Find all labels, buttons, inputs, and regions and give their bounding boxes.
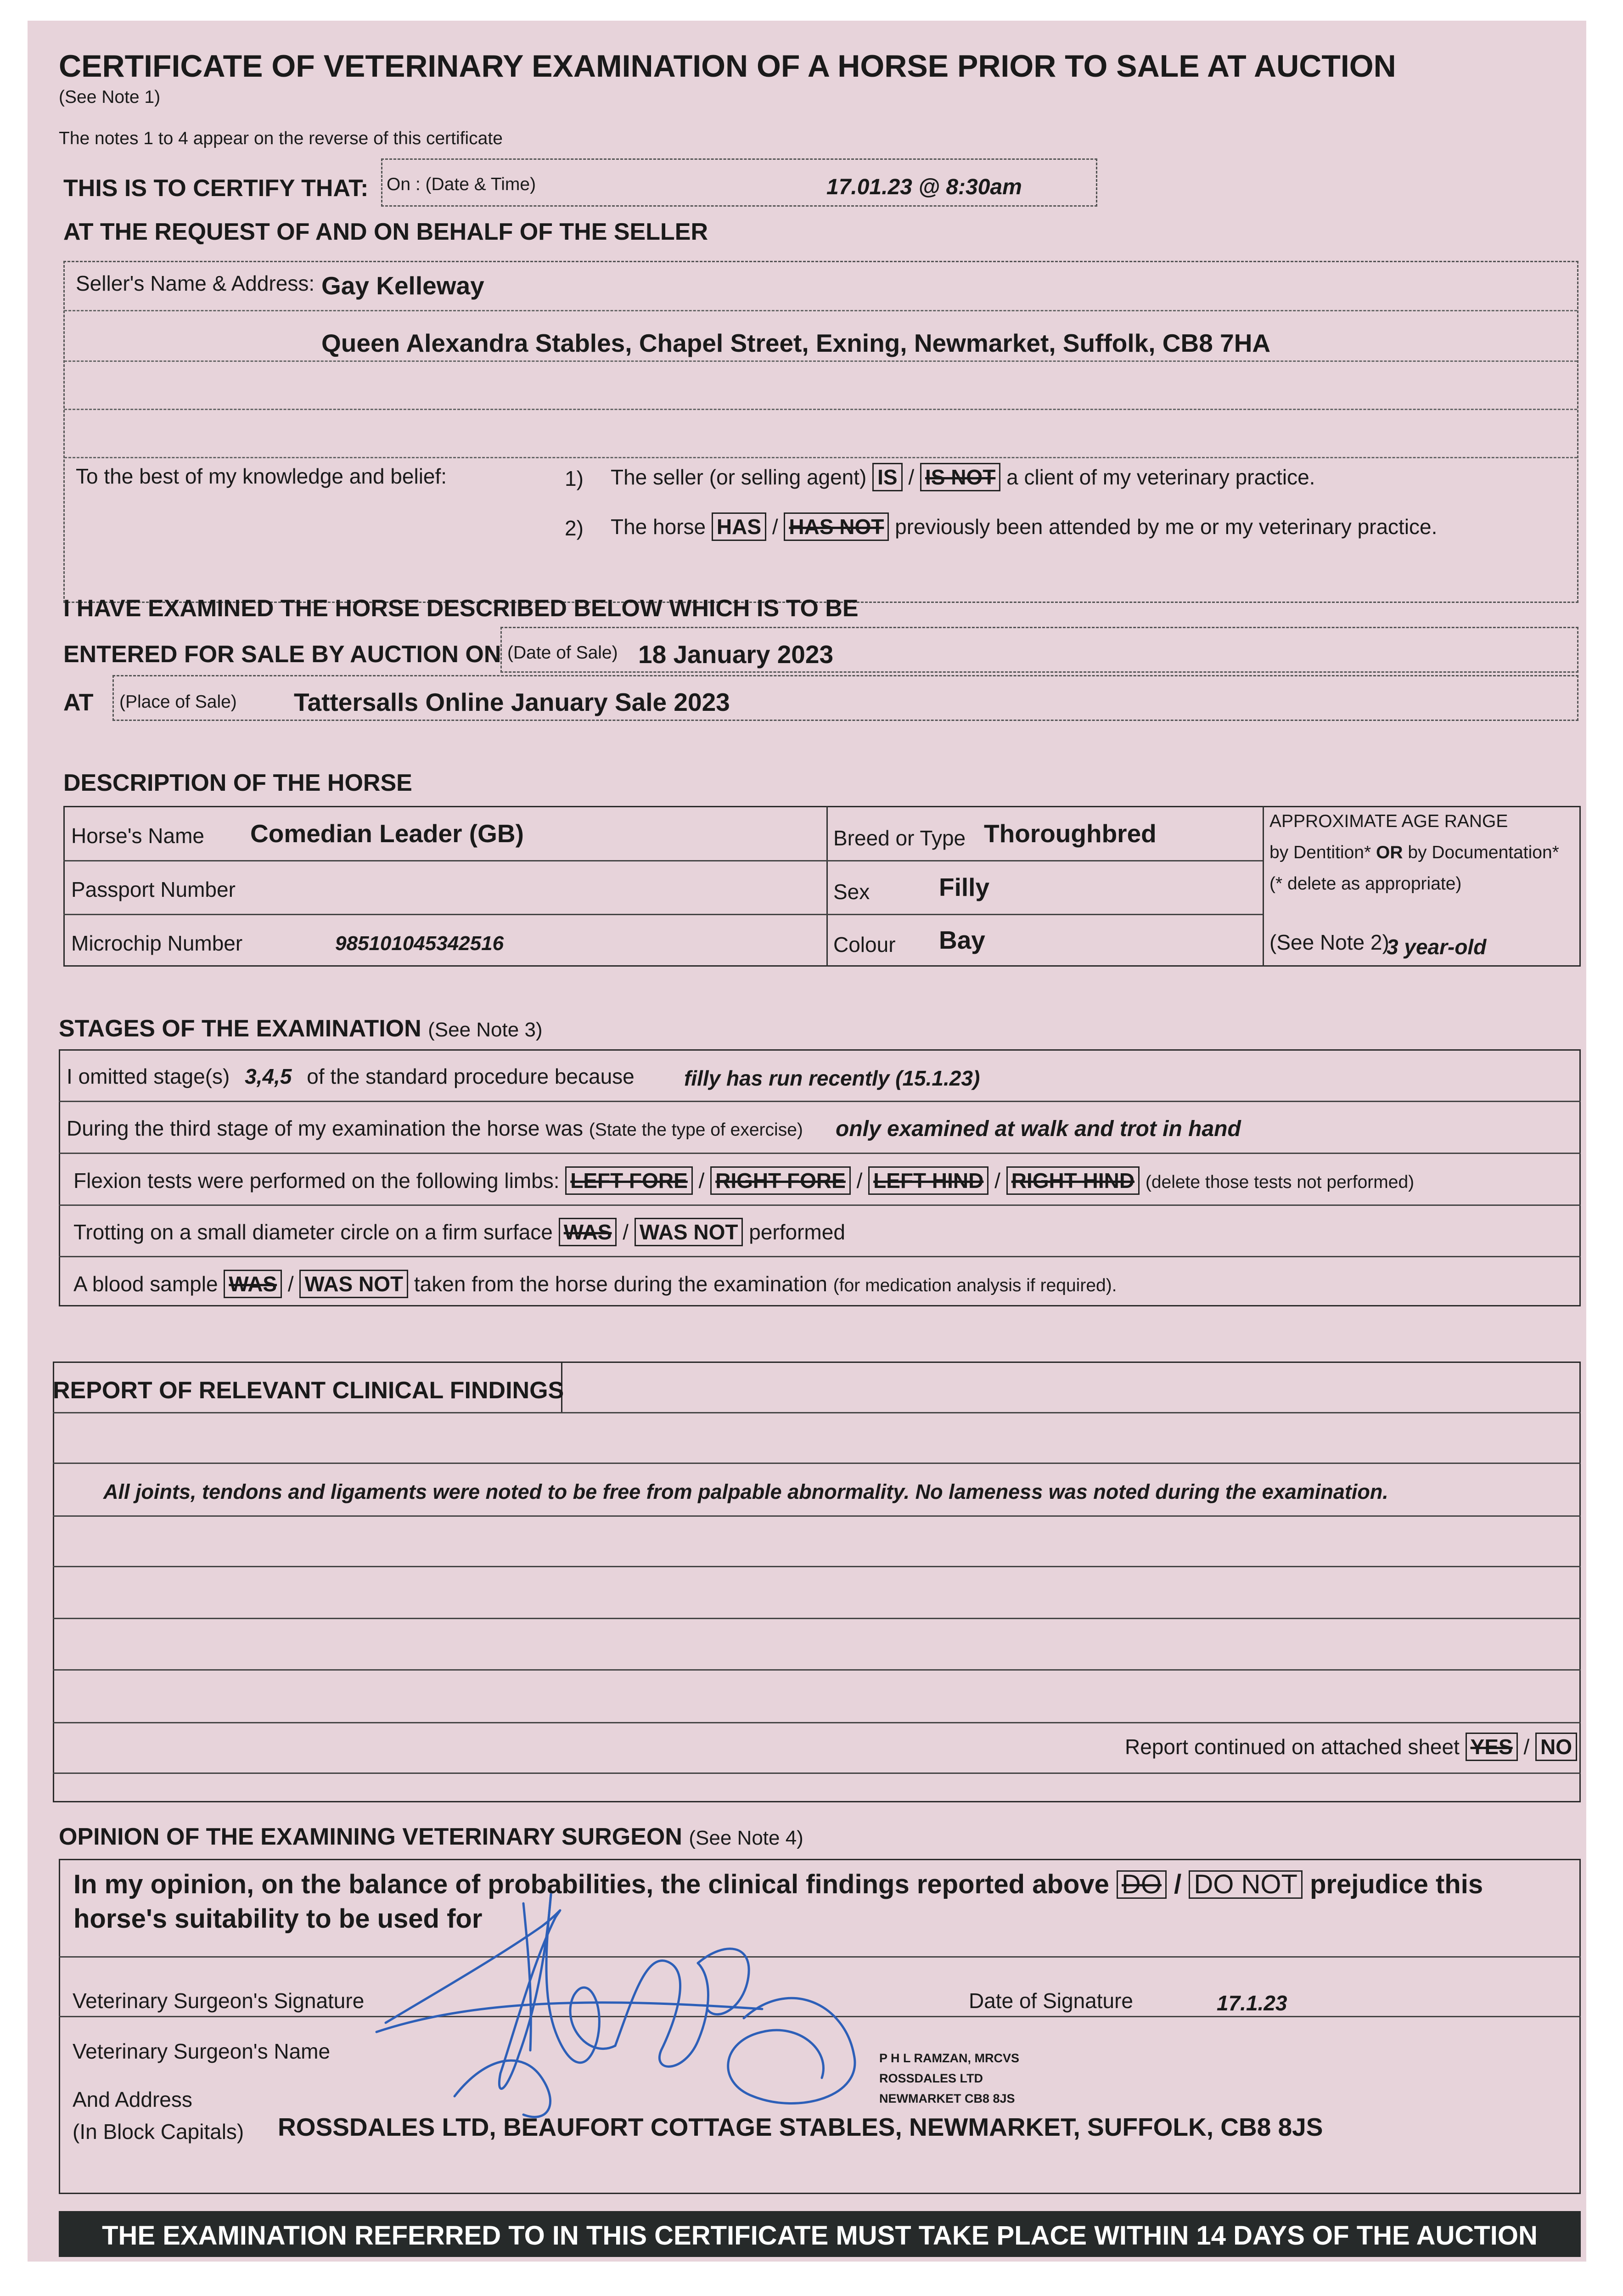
trot-was: WAS: [559, 1218, 617, 1246]
request-line: AT THE REQUEST OF AND ON BEHALF OF THE SELLER: [63, 219, 708, 245]
sex-value: Filly: [939, 873, 990, 901]
address-label: And Address: [73, 2088, 192, 2111]
block-capitals-label: (In Block Capitals): [73, 2120, 244, 2144]
horse-name-label: Horse's Name: [71, 824, 204, 848]
certificate-sheet: [28, 21, 1586, 2262]
sale-place-label: (Place of Sale): [119, 692, 237, 712]
seller-name: Gay Kelleway: [321, 271, 484, 300]
stages-heading: STAGES OF THE EXAMINATION (See Note 3): [59, 1015, 543, 1042]
breed-label: Breed or Type: [833, 826, 966, 850]
opinion-text-2: horse's suitability to be used for: [73, 1904, 483, 1934]
age-heading: APPROXIMATE AGE RANGE: [1269, 811, 1508, 831]
signature-scribble: [349, 1857, 1038, 2133]
examined-line-1: I HAVE EXAMINED THE HORSE DESCRIBED BELOW WHICH IS TO BE: [63, 595, 859, 622]
at-label: AT: [63, 689, 94, 716]
continued-no: NO: [1535, 1733, 1577, 1761]
certificate-title: CERTIFICATE OF VETERINARY EXAMINATION OF A HORSE PRIOR TO SALE AT AUCTION: [59, 49, 1396, 84]
blood-was-not: WAS NOT: [299, 1270, 408, 1298]
opinion-text-1: In my opinion, on the balance of probabilities, the clinical findings reported above DO / DO NOT prejudice this: [73, 1869, 1483, 1899]
report-heading: REPORT OF RELEVANT CLINICAL FINDINGS: [53, 1377, 564, 1404]
seller-box: [63, 261, 1578, 603]
description-heading: DESCRIPTION OF THE HORSE: [63, 770, 412, 796]
opinion-do: DO: [1117, 1870, 1167, 1899]
age-see-note: (See Note 2): [1269, 930, 1389, 954]
blood-was: WAS: [224, 1270, 282, 1298]
sex-label: Sex: [833, 880, 870, 904]
seller-address: Queen Alexandra Stables, Chapel Street, Exning, Newmarket, Suffolk, CB8 7HA: [321, 329, 1271, 357]
age-value: 3 year-old: [1387, 935, 1487, 959]
trot-was-not: WAS NOT: [635, 1218, 743, 1246]
microchip-label: Microchip Number: [71, 931, 243, 955]
flex-right-fore: RIGHT FORE: [710, 1166, 851, 1195]
knowledge-label: To the best of my knowledge and belief:: [76, 464, 447, 488]
trotting-row: Trotting on a small diameter circle on a firm surface WAS / WAS NOT performed: [73, 1218, 845, 1246]
continued-yes: YES: [1466, 1733, 1518, 1761]
vet-stamp: P H L RAMZAN, MRCVS ROSSDALES LTD NEWMARKET CB8 8JS: [879, 2051, 1020, 2105]
breed-value: Thoroughbred: [984, 819, 1157, 848]
is-not-option: IS NOT: [920, 463, 1000, 491]
flex-left-hind: LEFT HIND: [868, 1166, 988, 1195]
flex-right-hind: RIGHT HIND: [1006, 1166, 1140, 1195]
omit-row: I omitted stage(s) 3,4,5 of the standard procedure because: [67, 1064, 635, 1088]
notes-line: The notes 1 to 4 appear on the reverse of this certificate: [59, 129, 503, 148]
knowledge-line-2: The horse HAS / HAS NOT previously been attended by me or my veterinary practice.: [611, 512, 1437, 541]
surgeon-address-value: ROSSDALES LTD, BEAUFORT COTTAGE STABLES, NEWMARKET, SUFFOLK, CB8 8JS: [278, 2113, 1323, 2141]
microchip-value: 985101045342516: [335, 932, 504, 955]
passport-label: Passport Number: [71, 878, 236, 901]
signature-date-value: 17.1.23: [1217, 1991, 1287, 2015]
colour-label: Colour: [833, 933, 896, 957]
age-delete-note: (* delete as appropriate): [1269, 874, 1462, 894]
knowledge-num-2: 2): [565, 516, 584, 540]
sale-place-value: Tattersalls Online January Sale 2023: [294, 688, 730, 716]
colour-value: Bay: [939, 926, 985, 954]
is-option: IS: [872, 463, 902, 491]
horse-name-value: Comedian Leader (GB): [250, 819, 524, 848]
third-stage-row: During the third stage of my examination the horse was (State the type of exercise): [67, 1116, 803, 1140]
knowledge-line-1: The seller (or selling agent) IS / IS NOT a client of my veterinary practice.: [611, 463, 1315, 491]
report-text: All joints, tendons and ligaments were noted to be free from palpable abnormality. No lameness was noted during the examination.: [103, 1480, 1388, 1503]
opinion-do-not: DO NOT: [1189, 1870, 1303, 1899]
age-by-line: by Dentition* OR by Documentation*: [1269, 843, 1559, 862]
footer-text: THE EXAMINATION REFERRED TO IN THIS CERTIFICATE MUST TAKE PLACE WITHIN 14 DAYS OF THE AUCTION: [102, 2221, 1538, 2251]
seller-label: Seller's Name & Address:: [76, 271, 315, 295]
flexion-row: Flexion tests were performed on the following limbs: LEFT FORE / RIGHT FORE / LEFT HIND / RIGHT HIND (delete those tests not performed): [73, 1166, 1414, 1195]
on-date-value: 17.01.23 @ 8:30am: [826, 175, 1022, 199]
on-date-label: On : (Date & Time): [387, 174, 536, 194]
opinion-heading: OPINION OF THE EXAMINING VETERINARY SURGEON (See Note 4): [59, 1823, 803, 1850]
examined-line-2: ENTERED FOR SALE BY AUCTION ON: [63, 641, 501, 668]
flex-left-fore: LEFT FORE: [565, 1166, 693, 1195]
signature-date-label: Date of Signature: [969, 1989, 1134, 2013]
surgeon-name-label: Veterinary Surgeon's Name: [73, 2039, 331, 2063]
report-continued: Report continued on attached sheet YES / NO: [1125, 1733, 1577, 1761]
has-not-option: HAS NOT: [784, 512, 889, 541]
knowledge-num-1: 1): [565, 467, 584, 490]
signature-label: Veterinary Surgeon's Signature: [73, 1989, 365, 2013]
blood-row: A blood sample WAS / WAS NOT taken from the horse during the examination (for medication analysis if required).: [73, 1270, 1117, 1298]
omit-reason: filly has run recently (15.1.23): [684, 1066, 980, 1090]
title-note: (See Note 1): [59, 87, 161, 107]
third-stage-value: only examined at walk and trot in hand: [836, 1117, 1241, 1141]
certify-label: THIS IS TO CERTIFY THAT:: [63, 175, 369, 202]
sale-date-value: 18 January 2023: [638, 640, 834, 669]
sale-date-label: (Date of Sale): [507, 643, 618, 663]
has-option: HAS: [712, 512, 766, 541]
